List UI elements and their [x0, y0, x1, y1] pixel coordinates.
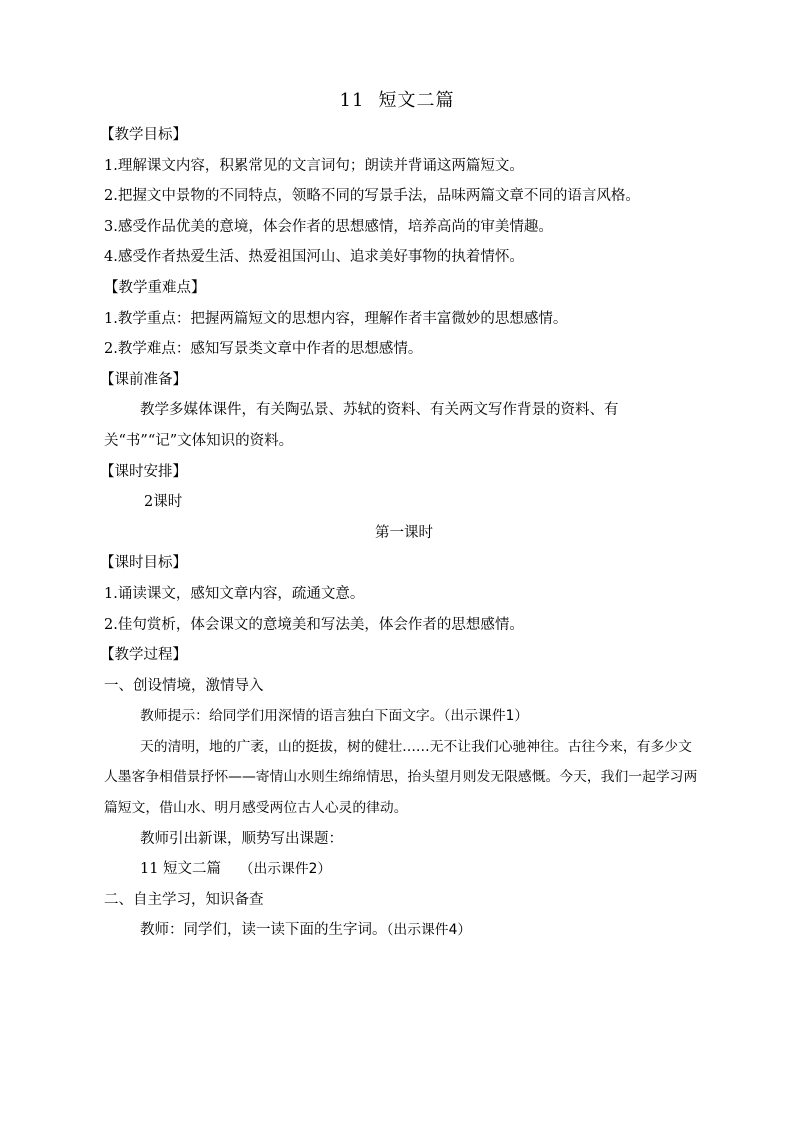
section-heading-lesson-goals: 【课时目标】 — [100, 555, 187, 572]
section-heading-preparation: 【课前准备】 — [100, 371, 187, 388]
lesson-number: 11 — [339, 90, 365, 111]
key-point-item: 2.教学难点：感知写景类文章中作者的思想感情。 — [104, 341, 423, 358]
goal-item: 4.感受作者热爱生活、热爱祖国河山、追求美好事物的执着情怀。 — [104, 249, 524, 266]
lesson-one-heading: 第一课时 — [375, 524, 433, 541]
teacher-intro: 教师引出新课，顺势写出课题： — [140, 830, 343, 847]
lesson-goal-item: 1.诵读课文，感知文章内容，疏通文意。 — [104, 585, 365, 602]
step-one-heading: 一、创设情境，激情导入 — [104, 677, 264, 694]
teacher-words-line — [104, 915, 704, 946]
goal-item: 3.感受作品优美的意境，体会作者的思想感情，培养高尚的审美情趣。 — [104, 218, 553, 235]
lesson-title-note: （出示课件2） — [239, 861, 332, 878]
section-heading-teaching-goals: 【教学目标】 — [100, 127, 187, 143]
document-body — [100, 120, 704, 946]
monologue-text: 天的清明，地的广袤，山的挺拔，树的健壮……无不让我们心驰神往。古往今来，有多少文人墨客争相借景抒怀——寄情山水则生绵绵情思，抬头望月则发无限感慨。今天，我们一起学习两篇短文，借山水、明月感受两位古人心灵的律动。 — [104, 738, 698, 817]
lesson-title-line — [104, 854, 704, 885]
teacher-hint: 教师提示：给同学们用深情的语言独白下面文字。（出示课件1） — [140, 708, 529, 725]
section-heading-process: 【教学过程】 — [100, 647, 187, 664]
goal-item: 1.理解课文内容，积累常见的文言词句；朗读并背诵这两篇短文。 — [104, 157, 524, 174]
section-heading-schedule: 【课时安排】 — [100, 463, 187, 480]
goal-item: 2.把握文中景物的不同特点，领略不同的写景手法，品味两篇文章不同的语言风格。 — [104, 188, 640, 205]
lesson-title-text: 11 短文二篇 — [140, 861, 222, 878]
lesson-title: 短文二篇 — [378, 90, 455, 111]
lesson-goal-item: 2.佳句赏析，体会课文的意境美和写法美，体会作者的思想感情。 — [104, 616, 524, 633]
key-point-item: 1.教学重点：把握两篇短文的思想内容，理解作者丰富微妙的思想感情。 — [104, 310, 568, 327]
teacher-words: 教师：同学们，读一读下面的生字词。 — [140, 922, 387, 939]
step-two-heading: 二、自主学习，知识备查 — [104, 891, 264, 908]
teacher-words-note: （出示课件4） — [386, 922, 472, 939]
section-heading-key-points: 【教学重难点】 — [104, 279, 206, 296]
page-title — [0, 86, 794, 112]
schedule-text: 2课时 — [144, 494, 183, 511]
preparation-text: 教学多媒体课件，有关陶弘景、苏轼的资料、有关两文写作背景的资料、有关“书”“记”文体知识的资料。 — [104, 402, 619, 449]
